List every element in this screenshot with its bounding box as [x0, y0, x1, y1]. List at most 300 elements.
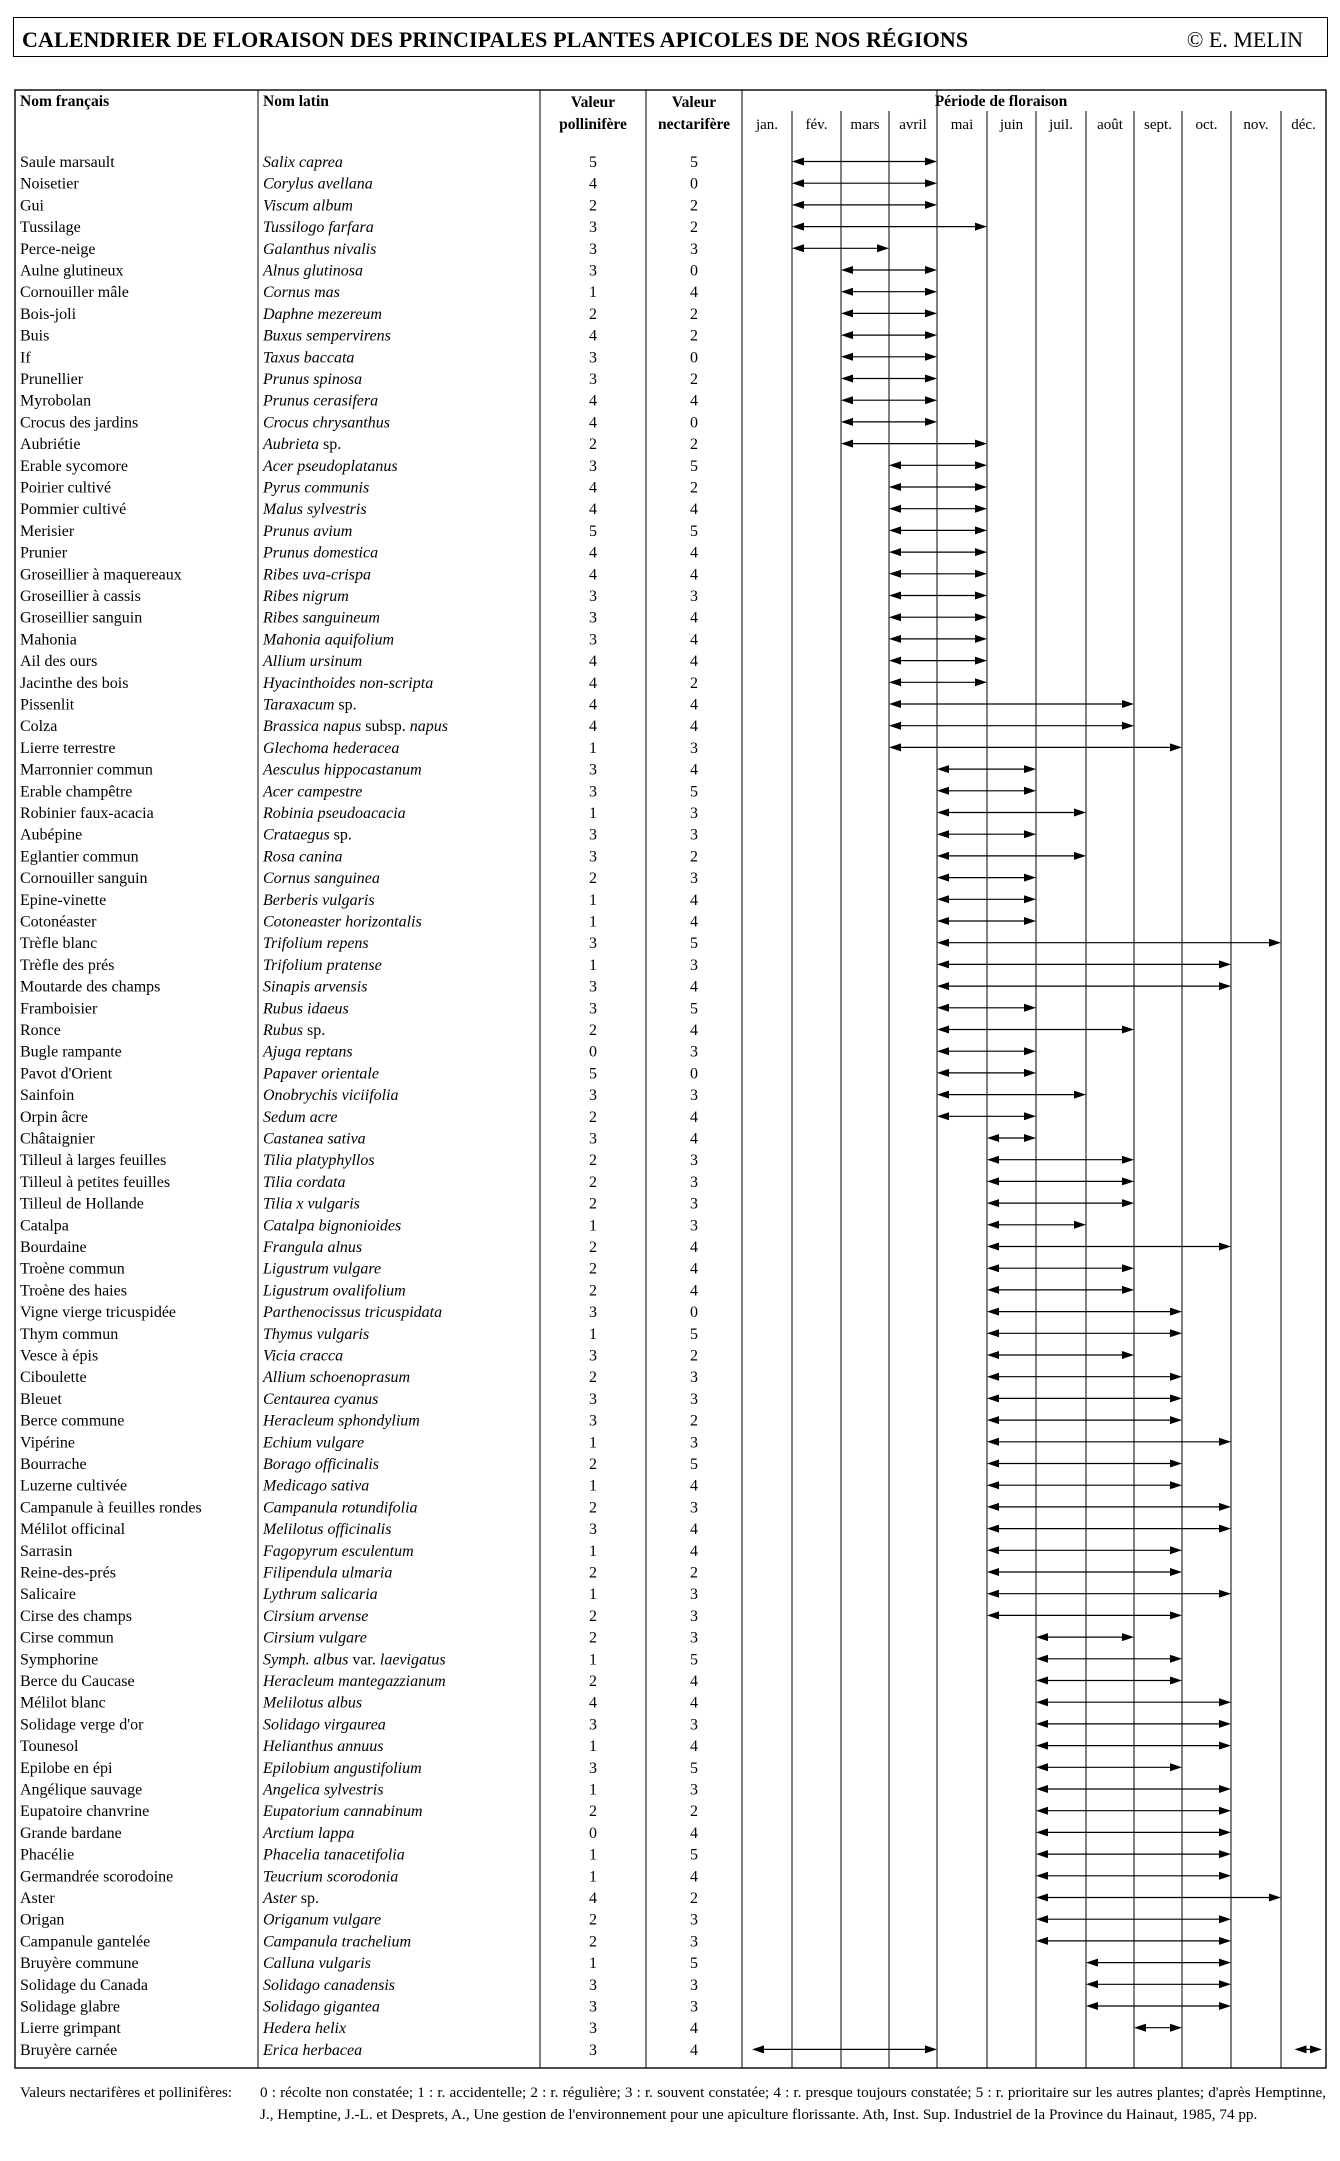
flowering-period-arrow	[987, 1329, 1182, 1337]
plant-french-name: Symphorine	[20, 1651, 99, 1669]
pollen-value: 1	[589, 1738, 597, 1756]
nectar-value: 2	[690, 305, 698, 323]
flowering-period-arrow	[937, 960, 1231, 968]
pollen-value: 3	[589, 1347, 597, 1365]
plant-french-name: Aubriétie	[20, 436, 81, 454]
plant-latin-name: Hyacinthoides non-scripta	[263, 674, 434, 692]
pollen-value: 4	[589, 327, 597, 345]
flowering-period-arrow	[889, 635, 987, 643]
plant-french-name: Groseillier à maquereaux	[20, 566, 182, 584]
plant-french-name: Bugle rampante	[20, 1043, 122, 1061]
plant-latin-name: Sedum acre	[263, 1108, 338, 1126]
plant-french-name: Bourdaine	[20, 1239, 87, 1256]
plant-latin-name: Tilia platyphyllos	[263, 1152, 375, 1170]
flowering-period-arrow	[1134, 2024, 1182, 2032]
plant-latin-name: Phacelia tanacetifolia	[263, 1846, 405, 1864]
pollen-value: 5	[589, 154, 597, 171]
pollen-value: 1	[589, 1477, 597, 1495]
nectar-value: 4	[690, 2020, 698, 2038]
flowering-period-arrow	[937, 939, 1281, 947]
nectar-value: 3	[690, 870, 698, 888]
nectar-value: 3	[690, 1499, 698, 1517]
flowering-period-arrow	[987, 1177, 1134, 1185]
nectar-value: 3	[690, 1195, 698, 1213]
plant-latin-name: Melilotus albus	[263, 1694, 363, 1712]
plant-french-name: Moutarde des champs	[20, 978, 161, 996]
plant-latin-name: Eupatorium cannabinum	[263, 1803, 423, 1821]
plant-latin-name: Pyrus communis	[263, 479, 370, 497]
plant-latin-name: Campanula trachelium	[263, 1933, 411, 1951]
plant-latin-name: Daphne mezereum	[263, 305, 382, 323]
flowering-period-arrow	[1295, 2045, 1323, 2053]
plant-french-name: Bruyère commune	[20, 1955, 139, 1973]
flowering-period-arrow	[987, 1525, 1231, 1533]
flowering-period-arrow	[987, 1611, 1182, 1619]
pollen-value: 1	[589, 1955, 597, 1973]
flowering-period-arrow	[889, 548, 987, 556]
plant-french-name: Solidage du Canada	[20, 1976, 148, 1994]
nectar-value: 4	[690, 891, 698, 909]
plant-latin-name: Hedera helix	[263, 2020, 347, 2038]
plant-french-name: Ciboulette	[20, 1369, 87, 1387]
flowering-period-arrow	[841, 440, 987, 448]
flowering-period-arrow	[1036, 1655, 1182, 1663]
pollen-value: 3	[589, 1412, 597, 1430]
nectar-value: 5	[690, 154, 698, 171]
plant-latin-name: Crocus chrysanthus	[263, 414, 390, 432]
plant-french-name: Mélilot blanc	[20, 1694, 106, 1712]
plant-french-name: Phacélie	[20, 1846, 75, 1864]
pollen-value: 2	[589, 870, 597, 888]
plant-french-name: Luzerne cultivée	[20, 1477, 128, 1495]
pollen-value: 3	[589, 349, 597, 367]
pollen-value: 3	[589, 1759, 597, 1777]
nectar-value: 3	[690, 805, 698, 822]
flowering-period-arrow	[987, 1351, 1134, 1359]
plant-french-name: Pommier cultivé	[20, 501, 127, 519]
nectar-value: 3	[690, 588, 698, 605]
flowering-period-arrow	[937, 1091, 1086, 1099]
nectar-value: 4	[690, 913, 698, 931]
pollen-value: 4	[589, 696, 597, 714]
nectar-value: 4	[690, 653, 698, 671]
nectar-value: 3	[690, 1152, 698, 1170]
footer-label: Valeurs nectarifères et pollinifères:	[20, 2084, 233, 2101]
plant-latin-name: Origanum vulgare	[263, 1911, 382, 1929]
plant-latin-name: Solidago virgaurea	[263, 1716, 386, 1734]
nectar-value: 0	[690, 1065, 698, 1083]
plant-french-name: Sainfoin	[20, 1087, 75, 1105]
plant-french-name: Crocus des jardins	[20, 414, 139, 432]
flowering-period-arrow	[987, 1308, 1182, 1316]
nectar-value: 3	[690, 826, 698, 844]
nectar-value: 3	[690, 1911, 698, 1929]
plant-latin-name: Taraxacum sp.	[263, 696, 357, 714]
nectar-value: 4	[690, 978, 698, 996]
nectar-value: 4	[690, 1022, 698, 1039]
pollen-value: 2	[589, 1173, 597, 1191]
pollen-value: 2	[589, 436, 597, 454]
plant-latin-name: Cirsium vulgare	[263, 1629, 367, 1647]
pollen-value: 2	[589, 1607, 597, 1625]
nectar-value: 5	[690, 935, 698, 953]
plant-latin-name: Heracleum sphondylium	[263, 1412, 420, 1430]
plant-latin-name: Ajuga reptans	[263, 1043, 353, 1061]
pollen-value: 3	[589, 2041, 597, 2059]
pollen-value: 1	[589, 1781, 597, 1799]
plant-french-name: Reine-des-prés	[20, 1564, 116, 1582]
plant-french-name: Vipérine	[20, 1434, 76, 1452]
plant-latin-name: Angelica sylvestris	[263, 1781, 384, 1799]
plant-french-name: Ronce	[20, 1022, 61, 1039]
flowering-period-arrow	[889, 657, 987, 665]
flowering-period-arrow	[889, 700, 1134, 708]
plant-latin-name: Berberis vulgaris	[263, 891, 375, 909]
month-label-7: juil.	[1049, 117, 1073, 133]
month-label-10: oct.	[1195, 117, 1218, 133]
month-label-2: fév.	[805, 117, 828, 133]
nectar-value: 3	[690, 1607, 698, 1625]
flowering-period-arrow	[889, 461, 987, 469]
plant-latin-name: Malus sylvestris	[263, 501, 367, 519]
plant-latin-name: Rosa canina	[263, 848, 343, 866]
nectar-value: 3	[690, 739, 698, 757]
plant-latin-name: Cornus mas	[263, 284, 340, 302]
plant-latin-name: Lythrum salicaria	[263, 1586, 378, 1604]
nectar-value: 2	[690, 371, 698, 388]
month-label-8: août	[1097, 117, 1123, 133]
flowering-period-arrow	[987, 1481, 1182, 1489]
author-credit: © E. MELIN	[1186, 27, 1303, 52]
pollen-value: 2	[589, 1260, 597, 1278]
nectar-value: 2	[690, 848, 698, 866]
flowering-period-arrow	[1036, 1633, 1134, 1641]
month-label-9: sept.	[1144, 117, 1172, 133]
pollen-value: 4	[589, 544, 597, 562]
header-valeur-nectarifere: Valeur	[671, 94, 717, 111]
pollen-value: 2	[589, 1803, 597, 1821]
pollen-value: 5	[589, 522, 597, 540]
pollen-value: 4	[589, 1890, 597, 1907]
nectar-value: 4	[690, 1477, 698, 1495]
plant-latin-name: Aubrieta sp.	[263, 436, 342, 454]
nectar-value: 2	[690, 219, 698, 237]
flowering-period-arrow	[937, 852, 1086, 860]
plant-latin-name: Trifolium repens	[263, 935, 369, 953]
pollen-value: 2	[589, 1673, 597, 1690]
pollen-value: 3	[589, 848, 597, 866]
pollen-value: 0	[589, 1043, 597, 1061]
pollen-value: 3	[589, 761, 597, 779]
plant-latin-name: Ribes uva-crispa	[263, 566, 371, 584]
plant-french-name: Eupatoire chanvrine	[20, 1803, 150, 1821]
plant-french-name: Troène commun	[20, 1260, 125, 1278]
nectar-value: 0	[690, 414, 698, 432]
nectar-value: 4	[690, 631, 698, 649]
flowering-period-arrow	[792, 158, 937, 166]
plant-french-name: Solidage verge d'or	[20, 1716, 144, 1734]
plant-french-name: Thym commun	[20, 1325, 119, 1343]
pollen-value: 3	[589, 978, 597, 996]
nectar-value: 5	[690, 1000, 698, 1018]
nectar-value: 3	[690, 1629, 698, 1647]
plant-latin-name: Prunus spinosa	[263, 371, 363, 388]
plant-latin-name: Prunus domestica	[263, 544, 379, 562]
month-label-11: nov.	[1243, 117, 1269, 133]
nectar-value: 4	[690, 696, 698, 714]
plant-french-name: Jacinthe des bois	[20, 674, 129, 692]
plant-latin-name: Heracleum mantegazzianum	[263, 1673, 446, 1690]
flowering-period-arrow	[1086, 1959, 1231, 1967]
nectar-value: 5	[690, 1651, 698, 1669]
plant-french-name: Buis	[20, 327, 50, 345]
nectar-value: 4	[690, 609, 698, 627]
nectar-value: 0	[690, 1304, 698, 1322]
plant-latin-name: Onobrychis viciifolia	[263, 1087, 399, 1105]
plant-french-name: Lierre grimpant	[20, 2020, 121, 2038]
nectar-value: 3	[690, 1998, 698, 2016]
plant-latin-name: Cornus sanguinea	[263, 870, 380, 888]
nectar-value: 2	[690, 1803, 698, 1821]
nectar-value: 3	[690, 1087, 698, 1105]
flowering-period-arrow	[889, 613, 987, 621]
pollen-value: 5	[589, 1065, 597, 1083]
plant-french-name: Solidage glabre	[20, 1998, 120, 2016]
flowering-period-arrow	[889, 483, 987, 491]
plant-french-name: Tilleul à petites feuilles	[20, 1173, 171, 1191]
plant-french-name: Cirse commun	[20, 1629, 114, 1647]
plant-french-name: Cotonéaster	[20, 913, 97, 931]
plant-latin-name: Corylus avellana	[263, 175, 373, 193]
plant-french-name: Marronnier commun	[20, 761, 153, 779]
plant-french-name: Vesce à épis	[20, 1347, 99, 1365]
nectar-value: 2	[690, 1890, 698, 1907]
plant-latin-name: Papaver orientale	[263, 1065, 379, 1083]
nectar-value: 2	[690, 1347, 698, 1365]
nectar-value: 2	[690, 1412, 698, 1430]
plant-french-name: Erable sycomore	[20, 457, 128, 475]
plant-latin-name: Acer pseudoplatanus	[263, 457, 398, 475]
plant-french-name: Epine-vinette	[20, 891, 107, 909]
plant-french-name: Pavot d'Orient	[20, 1065, 113, 1083]
pollen-value: 2	[589, 1369, 597, 1387]
month-label-12: déc.	[1291, 117, 1316, 133]
header-periode-floraison: Période de floraison	[934, 93, 1068, 110]
plant-french-name: Gui	[20, 197, 44, 215]
pollen-value: 2	[589, 1629, 597, 1647]
pollen-value: 2	[589, 1239, 597, 1256]
nectar-value: 3	[690, 1043, 698, 1061]
plant-french-name: If	[20, 349, 31, 367]
plant-latin-name: Parthenocissus tricuspidata	[263, 1304, 443, 1322]
plant-french-name: Prunier	[20, 544, 68, 562]
plant-french-name: Eglantier commun	[20, 848, 139, 866]
plant-french-name: Bourrache	[20, 1456, 87, 1473]
nectar-value: 4	[690, 566, 698, 584]
pollen-value: 3	[589, 935, 597, 953]
plant-latin-name: Rubus sp.	[263, 1022, 326, 1039]
plant-latin-name: Fagopyrum esculentum	[263, 1542, 414, 1560]
plant-latin-name: Aesculus hippocastanum	[263, 761, 422, 779]
flowering-period-arrow	[987, 1156, 1134, 1164]
nectar-value: 4	[690, 1868, 698, 1886]
nectar-value: 4	[690, 761, 698, 779]
plant-french-name: Campanule gantelée	[20, 1933, 151, 1951]
plant-latin-name: Arctium lappa	[263, 1824, 355, 1842]
pollen-value: 1	[589, 1868, 597, 1886]
plant-french-name: Ail des ours	[20, 653, 98, 671]
pollen-value: 1	[589, 956, 597, 974]
plant-latin-name: Tilia cordata	[263, 1173, 346, 1191]
pollen-value: 4	[589, 718, 597, 736]
plant-latin-name: Trifolium pratense	[263, 956, 382, 974]
flowering-period-arrow	[987, 1503, 1231, 1511]
header-nom-latin: Nom latin	[263, 93, 329, 110]
pollen-value: 2	[589, 1564, 597, 1582]
nectar-value: 3	[690, 1217, 698, 1235]
plant-french-name: Aulne glutineux	[20, 262, 124, 280]
pollen-value: 2	[589, 1022, 597, 1039]
flowering-period-arrow	[987, 1264, 1134, 1272]
plant-latin-name: Solidago canadensis	[263, 1976, 395, 1994]
plant-latin-name: Epilobium angustifolium	[263, 1759, 422, 1777]
pollen-value: 3	[589, 588, 597, 605]
footer-text: 0 : récolte non constatée; 1 : r. accidentelle; 2 : r. régulière; 3 : r. souvent constatée; 4 : r. presque toujours constatée; 5 : r. prioritaire sur les autres plantes; d'après Hemptinne, J., Hemptine, J.-L. et Desprets, A., Une gestion de l'environnement pour une apiculture florissante. Ath, Inst. Sup. Industriel de la Province du Hainaut, 1985, 74 pp.	[260, 2084, 1326, 2123]
pollen-value: 1	[589, 805, 597, 822]
pollen-value: 3	[589, 1521, 597, 1539]
plant-latin-name: Ribes sanguineum	[263, 609, 380, 627]
pollen-value: 2	[589, 1499, 597, 1517]
plant-french-name: Tilleul à larges feuilles	[20, 1152, 167, 1170]
nectar-value: 4	[690, 284, 698, 302]
plant-french-name: Colza	[20, 718, 58, 736]
pollen-value: 2	[589, 1933, 597, 1951]
plant-french-name: Germandrée scorodoine	[20, 1868, 174, 1886]
flowering-period-arrow	[987, 1373, 1182, 1381]
plant-french-name: Sarrasin	[20, 1542, 73, 1560]
pollen-value: 1	[589, 1586, 597, 1604]
nectar-value: 2	[690, 674, 698, 692]
plant-latin-name: Sinapis arvensis	[263, 978, 368, 996]
plant-latin-name: Solidago gigantea	[263, 1998, 380, 2016]
plant-french-name: Aubépine	[20, 826, 83, 844]
month-label-3: mars	[850, 117, 880, 133]
flowering-period-arrow	[937, 809, 1086, 817]
pollen-value: 1	[589, 913, 597, 931]
plant-latin-name: Castanea sativa	[263, 1130, 366, 1148]
pollen-value: 2	[589, 305, 597, 323]
pollen-value: 1	[589, 1434, 597, 1452]
plant-french-name: Saule marsault	[20, 154, 115, 171]
nectar-value: 2	[690, 479, 698, 497]
pollen-value: 3	[589, 631, 597, 649]
plant-latin-name: Acer campestre	[263, 783, 363, 801]
plant-latin-name: Teucrium scorodonia	[263, 1868, 399, 1886]
plant-latin-name: Campanula rotundifolia	[263, 1499, 418, 1517]
nectar-value: 2	[690, 327, 698, 345]
plant-french-name: Origan	[20, 1911, 65, 1929]
pollen-value: 1	[589, 739, 597, 757]
pollen-value: 4	[589, 566, 597, 584]
flowering-period-arrow	[1036, 1894, 1281, 1902]
plant-latin-name: Catalpa bignonioides	[263, 1217, 402, 1235]
nectar-value: 4	[690, 1239, 698, 1256]
flowering-period-arrow	[937, 982, 1231, 990]
pollen-value: 3	[589, 1087, 597, 1105]
pollen-value: 4	[589, 392, 597, 410]
pollen-value: 2	[589, 197, 597, 215]
pollen-value: 3	[589, 457, 597, 475]
plant-latin-name: Centaurea cyanus	[263, 1390, 379, 1408]
plant-latin-name: Allium schoenoprasum	[263, 1369, 411, 1387]
pollen-value: 3	[589, 609, 597, 627]
flowering-period-arrow	[987, 1394, 1182, 1402]
nectar-value: 5	[690, 1456, 698, 1473]
plant-french-name: Poirier cultivé	[20, 479, 112, 497]
plant-french-name: Mélilot officinal	[20, 1521, 126, 1539]
pollen-value: 2	[589, 1152, 597, 1170]
plant-french-name: Orpin âcre	[20, 1108, 88, 1126]
plant-latin-name: Rubus idaeus	[263, 1000, 349, 1018]
plant-french-name: Tussilage	[20, 219, 81, 237]
pollen-value: 2	[589, 1911, 597, 1929]
plant-french-name: Tounesol	[20, 1738, 79, 1756]
plant-french-name: Grande bardane	[20, 1824, 122, 1842]
plant-french-name: Bois-joli	[20, 305, 77, 323]
nectar-value: 4	[690, 2041, 698, 2059]
flowering-period-arrow	[987, 1590, 1231, 1598]
plant-latin-name: Calluna vulgaris	[263, 1955, 372, 1973]
plant-latin-name: Tilia x vulgaris	[263, 1195, 360, 1213]
nectar-value: 5	[690, 1325, 698, 1343]
nectar-value: 3	[690, 1390, 698, 1408]
flowering-period-arrow	[987, 1460, 1182, 1468]
pollen-value: 2	[589, 1195, 597, 1213]
plant-latin-name: Vicia cracca	[263, 1347, 344, 1365]
pollen-value: 3	[589, 1304, 597, 1322]
plant-latin-name: Medicago sativa	[263, 1477, 370, 1495]
plant-latin-name: Alnus glutinosa	[263, 262, 364, 280]
plant-latin-name: Ligustrum vulgare	[263, 1260, 382, 1278]
pollen-value: 1	[589, 891, 597, 909]
pollen-value: 2	[589, 1282, 597, 1300]
plant-latin-name: Allium ursinum	[263, 653, 363, 671]
flowering-period-arrow	[889, 592, 987, 600]
flowering-period-arrow	[889, 505, 987, 513]
plant-latin-name: Galanthus nivalis	[263, 240, 377, 258]
month-label-1: jan.	[755, 117, 779, 133]
nectar-value: 3	[690, 1586, 698, 1604]
plant-latin-name: Crataegus sp.	[263, 826, 352, 844]
plant-french-name: Campanule à feuilles rondes	[20, 1499, 202, 1517]
nectar-value: 4	[690, 1130, 698, 1148]
pollen-value: 3	[589, 1716, 597, 1734]
pollen-value: 3	[589, 1998, 597, 2016]
plant-french-name: Tilleul de Hollande	[20, 1195, 144, 1213]
nectar-value: 5	[690, 1955, 698, 1973]
plant-french-name: Bleuet	[20, 1390, 62, 1408]
flowering-period-arrow	[792, 201, 937, 209]
table-frame	[15, 90, 1326, 2068]
nectar-value: 3	[690, 956, 698, 974]
nectar-value: 3	[690, 1781, 698, 1799]
pollen-value: 1	[589, 1846, 597, 1864]
plant-latin-name: Robinia pseudoacacia	[263, 805, 406, 822]
plant-latin-name: Glechoma hederacea	[263, 739, 400, 757]
plant-french-name: Bruyère carnée	[20, 2041, 118, 2059]
plant-french-name: Châtaignier	[20, 1130, 95, 1148]
plant-latin-name: Symph. albus var. laevigatus	[263, 1651, 446, 1669]
